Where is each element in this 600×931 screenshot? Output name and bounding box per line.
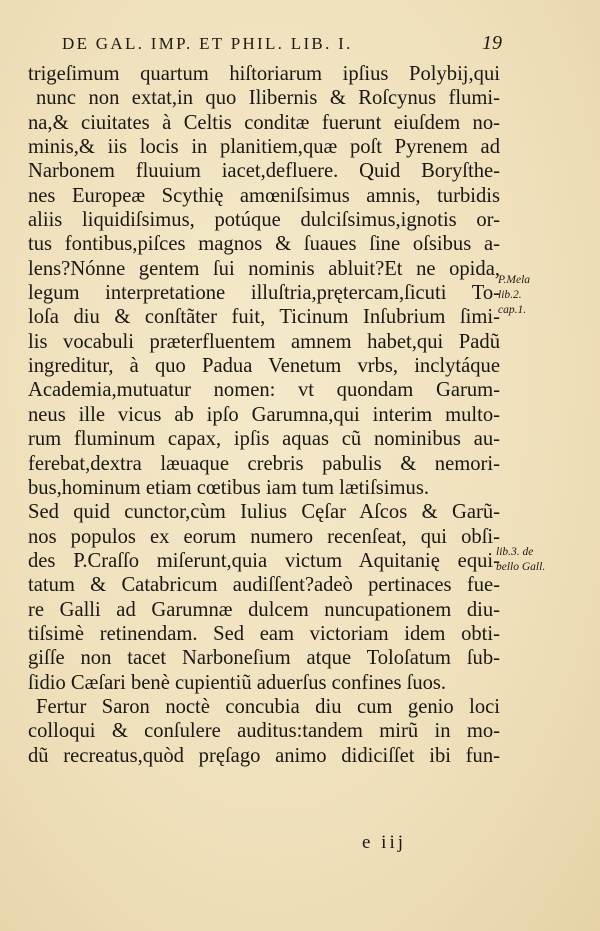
margin-note-line: bello Gall. [496,561,546,573]
text-line: re Galli ad Garumnæ dulcem nuncupationem diu- [28,598,500,621]
text-line: Sed quid cunctor,cùm Iulius Cęſar Aſcos & Garũ- [28,501,500,524]
text-line: trigeſimum quartum hiſtoriarum ipſius Polybij,qui [28,63,500,85]
text-line: tus fontibus,piſces magnos & ſuaues ſine oſsibus a- [28,233,500,256]
text-line: Fertur Saron noctè concubia diu cum genio loci [36,695,500,718]
margin-note-line: lib.3. de [496,546,534,558]
text-line: loſa diu & conſtãter fuit, Ticinum Inſubrium ſimi- [28,306,500,329]
text-line: Narbonem fluuium iacet,defluere. Quid Boryſthe- [28,160,500,183]
text-line: bus,hominum etiam cœtibus iam tum lætiſsimus. [28,476,430,499]
text-line: tatum & Catabricum audiſſent?adeò pertinaces fue- [28,574,500,597]
page-number: 19 [482,32,502,54]
text-line: Academia,mutuatur nomen: vt quondam Garum- [28,379,500,402]
text-line: na,& ciuitates à Celtis conditæ fuerunt eiuſdem no- [28,111,500,134]
margin-note-line: lib.2. [498,289,522,301]
text-line: nos populos ex eorum numero recenſeat, qui obſi- [28,525,500,548]
margin-note-line: cap.1. [498,304,527,316]
text-line: rum fluminum capax, ipſis aquas cũ nominibus au- [28,428,500,451]
text-line: nes Europeæ Scythię amœniſsimus amnis, turbidis [28,184,500,207]
text-line: ſidio Cæſari benè cupientiũ aduerſus confines ſuos. [28,671,447,694]
running-head: DE GAL. IMP. ET PHIL. LIB. I. [62,34,353,53]
text-line: dũ recreatus,quòd pręſago animo didiciſſet ibi fun- [28,744,500,767]
signature-mark: e iij [362,832,407,853]
text-line: aliis liquidiſsimus, potúque dulciſsimus,ignotis or- [28,209,500,232]
text-line: minis,& iis locis in planitiem,quæ poſt Pyrenem ad [28,136,500,159]
text-line: ingreditur, à quo Padua Venetum vrbs, inclytáque [28,355,500,378]
margin-note-mela [498,273,568,318]
margin-note-bello-gall [496,545,566,575]
text-line: nunc non extat,in quo Ilibernis & Roſcynus flumi- [36,87,500,110]
text-line: legum interpretatione illuſtria,prętercam,ſicuti To- [28,282,500,305]
text-line: colloqui & conſulere auditus:tandem mirũ in mo- [28,720,500,743]
text-line: tiſsimè retinendam. Sed eam victoriam idem obti- [28,622,500,645]
text-line: des P.Craſſo miſerunt,quia victum Aquitanię equi- [28,549,500,572]
body-text [28,62,500,768]
text-line: lis vocabuli præterfluentem amnem habet,qui Padũ [28,330,500,353]
text-line: neus ille vicus ab ipſo Garumna,qui interim multo- [28,403,500,426]
text-line: ferebat,dextra læuaque crebris pabulis & nemori- [28,452,500,475]
text-line: giſſe non tacet Narboneſium atque Toloſatum ſub- [28,647,500,670]
margin-note-line: P.Mela [498,274,531,286]
text-line: lens?Nónne gentem ſui nominis abluit?Et ne opida, [28,257,500,280]
page-header [62,34,502,60]
